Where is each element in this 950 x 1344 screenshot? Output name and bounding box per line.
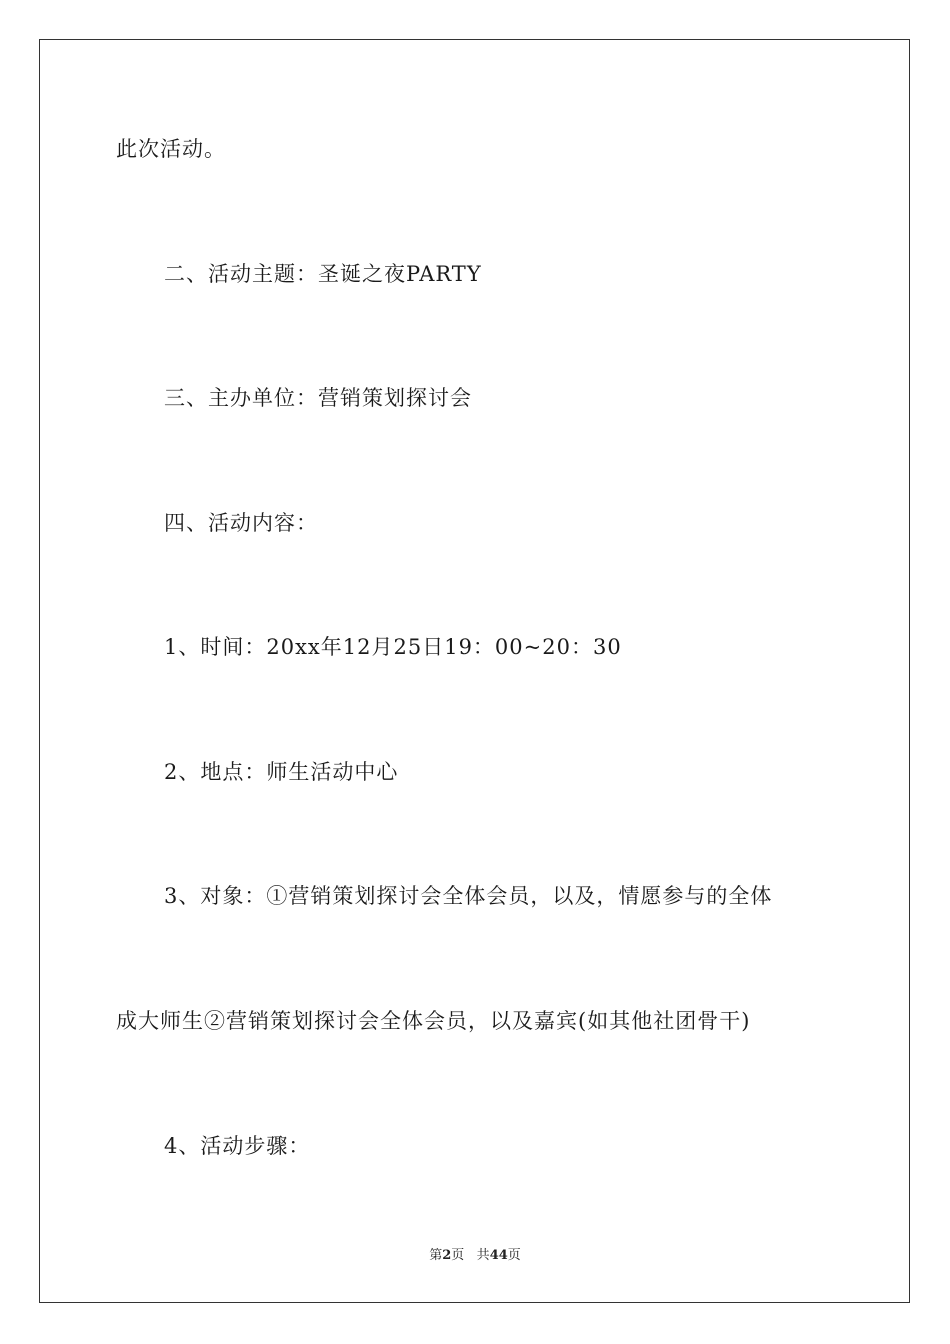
text-line-6: 2、地点：师生活动中心 (164, 760, 399, 784)
footer-page-prefix: 第 (429, 1248, 443, 1263)
footer-page-suffix: 页 (451, 1248, 465, 1263)
page-footer (0, 1248, 950, 1264)
footer-total-pages: 44 (489, 1248, 508, 1263)
text-line-2: 二、活动主题：圣诞之夜PARTY (164, 262, 482, 286)
text-line-9: 4、活动步骤： (164, 1134, 311, 1158)
text-line-3: 三、主办单位：营销策划探讨会 (164, 386, 472, 410)
footer-total-suffix: 页 (507, 1248, 521, 1263)
text-line-8: 成大师生②营销策划探讨会全体会员，以及嘉宾(如其他社团骨干) (116, 1009, 751, 1033)
footer-total-prefix: 共 (476, 1248, 490, 1263)
text-line-1: 此次活动。 (116, 137, 226, 161)
page-border (39, 39, 910, 1303)
text-line-4: 四、活动内容： (164, 511, 318, 535)
text-line-5: 1、时间：20xx年12月25日19：00~20：30 (164, 635, 622, 659)
text-line-7: 3、对象：①营销策划探讨会全体会员，以及，情愿参与的全体 (164, 884, 773, 908)
footer-page-number: 2 (442, 1248, 452, 1263)
